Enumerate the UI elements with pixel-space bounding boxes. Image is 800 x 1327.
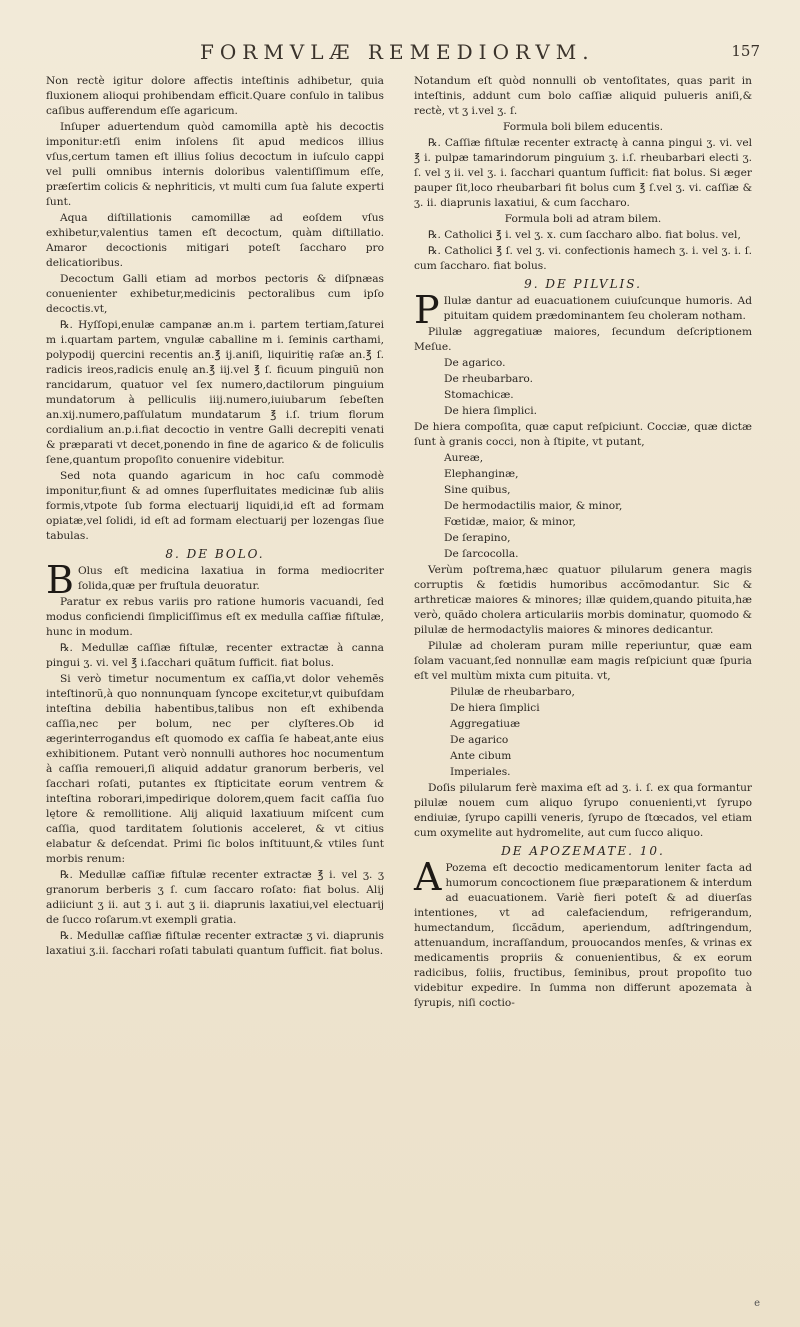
section-heading-apozemate: DE APOZEMATE. 10.	[501, 844, 665, 858]
section-heading-bolo: 8. DE BOLO.	[165, 547, 265, 561]
list-item: Aureæ,	[444, 452, 484, 464]
list-item: Elephanginæ,	[444, 468, 519, 480]
running-title: FORMVLÆ REMEDIORVM.	[200, 40, 595, 64]
paragraph: Inſuper aduertendum quòd camomilla aptè his decoctis imponitur:etſi enim inſolens ſit apud medicos illius vſus,certum tamen eſt illius ſolius decoctum in iuſculo cappi vel pulli omnibus internis doloribus valentiſſimum eſſe, præſertim colicis & nephriticis, vt multi cum ſua ſalute experti ſunt.	[46, 121, 384, 208]
left-column	[46, 74, 384, 960]
paragraph-text: Olus eſt medicina laxatiua in forma mediocriter ſolida,quæ per fruſtula deuoratur.	[77, 565, 384, 592]
paragraph: Non rectè igitur dolore affectis inteſtinis adhibetur, quia fluxionem alioqui prohibendam efficit.Quare conſulo in talibus caſibus aufferendum eſſe agaricum.	[46, 75, 384, 117]
list-item: Stomachicæ.	[444, 389, 514, 401]
drop-cap-paragraph	[414, 288, 752, 332]
recipe-paragraph: ℞. Medullæ caſſiæ fiſtulæ recenter extractæ ʒ vi. diaprunis laxatiui ʒ.ii. ſacchari roſati tabulati quantum ſufficit. fiat bolus.	[46, 930, 384, 957]
list-item: Ante cibum	[450, 750, 512, 762]
paragraph-text: Ilulæ dantur ad euacuationem cuiuſcunque humoris. Ad pituitam quidem prædominantem ſeu choleram notham.	[443, 295, 752, 322]
list-item: Pilulæ de rheubarbaro,	[450, 686, 575, 698]
recipe-paragraph: ℞. Medullæ caſſiæ fiſtulæ recenter extractæ ℥ i. vel ʒ. ʒ granorum berberis ʒ ſ. cum ſaccaro roſato: fiat bolus. Alij adiiciunt ʒ ii. aut ʒ i. aut ʒ ii. diaprunis laxatiui,vel electuarij de ſucco roſarum.vt exempli gratia.	[46, 869, 384, 926]
paragraph: Si verò timetur nocumentum ex caſſia,vt dolor vehemẽs inteſtinorũ,à quo nonnunquam ſyncope excitetur,vt quibuſdam inteſtina debilia habentibus,talibus non eſt exhibenda caſſia,nec per bolum, nec per clyſteres.Ob id ægerinterrogandus eſt quomodo ex caſſia ſe habeat,ante eius exhibitionem. Putant verò nonnulli authores hoc nocumentum à caſſia remoueri,ſi aliquid addatur granorum berberis, vel ſacchari roſati, putantes ex ſtipticitate eorum ventrem & inteſtina roborari,impedirique dolorem,quem facit caſſia ſuo lętore & remollitione. Alij aliquid laxatiuum miſcent cum caſſia, quod tarditatem ſolutionis acceleret, & vt citius elabatur & deſcendat. Primi ſic bolos inſtituunt,& vtiles ſunt morbis renum:	[46, 673, 384, 865]
list-item: De rheubarbaro.	[444, 373, 533, 385]
paragraph: Aqua diſtillationis camomillæ ad eoſdem vſus exhibetur,valentius tamen eſt decoctum, quàm diſtillatio. Amaror decoctionis mitigari poteſt ſaccharo pro delicatioribus.	[46, 212, 384, 269]
paragraph-text: Pozema eſt decoctio medicamentorum leniter facta ad humorum concoctionem ſiue præparationem & interdum ad euacuationem. Variè fieri poteſt & ad diuerſas intentiones, vt ad calefaciendum, refrigerandum, humectandum, ſiccãdum, aperiendum, adſtringendum, attenuandum, incraſſandum, prouocandos menſes, & vrinas ex medicamentis propriis & conuenientibus, & ex eorum radicibus, foliis, fructibus, ſeminibus, prout propoſito tuo videbitur expedire. In ſumma non differunt apozemata à ſyrupis, niſi coctio-	[414, 862, 752, 1009]
list-item: De agarico	[450, 734, 509, 746]
formula-title: Formula boli bilem educentis.	[502, 121, 664, 133]
paragraph: De hiera compoſita, quæ caput reſpiciunt. Cocciæ, quæ dictæ ſunt à granis cocci, non à ſtipite, vt putant,	[414, 421, 752, 448]
list-item: Sine quibus,	[444, 484, 511, 496]
recipe-paragraph: ℞. Catholici ℥ ſ. vel ʒ. vi. confectionis hamech ʒ. i. vel ʒ. i. ſ. cum ſaccharo. fiat bolus.	[414, 245, 752, 272]
paragraph: Sed nota quando agaricum in hoc caſu commodè imponitur,fiunt & ad omnes ſuperfluitates medicinæ ſub aliis formis,vtpote ſub forma electuarij liquidi,id eſt ad formam opiatæ,vel ſolidi, id eſt ad formam electuarij per lozengas ſiue tabulas.	[46, 470, 384, 542]
right-column	[414, 74, 752, 1012]
list-item: Aggregatiuæ	[450, 718, 521, 730]
list-item: De ſerapino,	[444, 532, 511, 544]
list-item: De hermodactilis maior, & minor,	[444, 500, 623, 512]
list-item: De hiera ſimplici.	[444, 405, 537, 417]
drop-cap: B	[46, 558, 74, 602]
drop-cap-paragraph	[46, 558, 384, 602]
paragraph: Pilulæ aggregatiuæ maiores, ſecundum deſcriptionem Meſue.	[414, 326, 752, 353]
paragraph: Notandum eſt quòd nonnulli ob ventoſitates, quas parit in inteſtinis, addunt cum bolo caſſiæ aliquid pulueris aniſi,& rectè, vt ʒ i.vel ʒ. ſ.	[414, 75, 752, 117]
formula-title: Formula boli ad atram bilem.	[504, 213, 662, 225]
list-item: Imperiales.	[450, 766, 511, 778]
paragraph: Decoctum Galli etiam ad morbos pectoris & diſpnæas conuenienter exhibetur,medicinis pectoralibus cum ipſo decoctis.vt,	[46, 273, 384, 315]
paragraph: Paratur ex rebus variis pro ratione humoris vacuandi, ſed modus conficiendi ſimpliciſſimus eſt ex medulla caſſiæ fiſtulæ, hunc in modum.	[46, 596, 384, 638]
recipe-paragraph: ℞. Hyſſopi,enulæ campanæ an.m i. partem tertiam,ſaturei m i.quartam partem, vngulæ caballine m i. ſeminis carthami, polypodij quercini recentis an.℥ ij.aniſi, liquiritię raſæ an.℥ ſ. radicis ireos,radicis enulę an.℥ iij.vel ℥ ſ. ficuum pinguiũ non rancidarum, quatuor vel ſex numero,dactilorum pinguium mundatorum à pelliculis iiij.numero,iuiubarum ſebeſten an.xij.numero,paſſulatum mundatarum ℥ i.ſ. trium florum cordialium an.p.i.fiat decoctio in ventre Galli decrepiti venati & præparati vt decet,ponendo in fine de agarico & de foliculis ſene,quantum propoſito conuenire videbitur.	[46, 319, 384, 466]
recipe-paragraph: ℞. Caſſiæ fiſtulæ recenter extractę à canna pingui ʒ. vi. vel ℥ i. pulpæ tamarindorum pinguium ʒ. i.ſ. rheubarbari electi ʒ. ſ. vel ʒ ii. vel ʒ. i. ſacchari quantum ſufficit: fiat bolus. Si æger pauper ſit,loco rheubarbari fit bolus cum ℥ ſ.vel ʒ. vi. caſſiæ & ʒ. ii. diaprunis laxatiui, & cum ſaccharo.	[414, 137, 752, 209]
list-item: De ſarcocolla.	[444, 548, 519, 560]
catchword: e	[754, 1298, 760, 1309]
page-number: 157	[731, 42, 760, 60]
drop-cap: P	[414, 288, 440, 332]
drop-cap-paragraph	[414, 855, 752, 1011]
running-head	[200, 40, 760, 72]
list-item: Fœtidæ, maior, & minor,	[444, 516, 576, 528]
section-heading-pilulis: 9. DE PILVLIS.	[524, 277, 642, 291]
recipe-paragraph: ℞. Catholici ℥ i. vel ʒ. x. cum ſaccharo albo. fiat bolus. vel,	[428, 229, 741, 241]
drop-cap: A	[414, 855, 442, 899]
paragraph: Doſis pilularum ferè maxima eſt ad ʒ. i. ſ. ex qua formantur pilulæ nouem cum aliquo ſyrupo conuenienti,vt ſyrupo endiuiæ, ſyrupo capilli veneris, ſyrupo de ſtœcados, vel etiam cum oxymelite aut hydromelite, aut cum ſucco aliquo.	[414, 782, 752, 839]
list-item: De agarico.	[444, 357, 506, 369]
paragraph: Verùm poſtrema,hæc quatuor pilularum genera magis corruptis & fœtidis humoribus accõmodantur. Sic & arthreticæ maiores & minores; illæ quidem,quando pituita,hæ verò, quãdo cholera articulariis morbis dominatur, quomodo & pilulæ de hermodactylis maiores & minores dedicantur.	[414, 564, 752, 636]
list-item: De hiera ſimplici	[450, 702, 540, 714]
paragraph: Pilulæ ad choleram puram mille reperiuntur, quæ eam ſolam vacuant,ſed nonnullæ eam magis reſpiciunt quæ ſpuria eſt vel multùm mixta cum pituita. vt,	[414, 640, 752, 682]
recipe-paragraph: ℞. Medullæ caſſiæ fiſtulæ, recenter extractæ à canna pingui ʒ. vi. vel ℥ i.ſacchari quãtum ſufficit. fiat bolus.	[46, 642, 384, 669]
